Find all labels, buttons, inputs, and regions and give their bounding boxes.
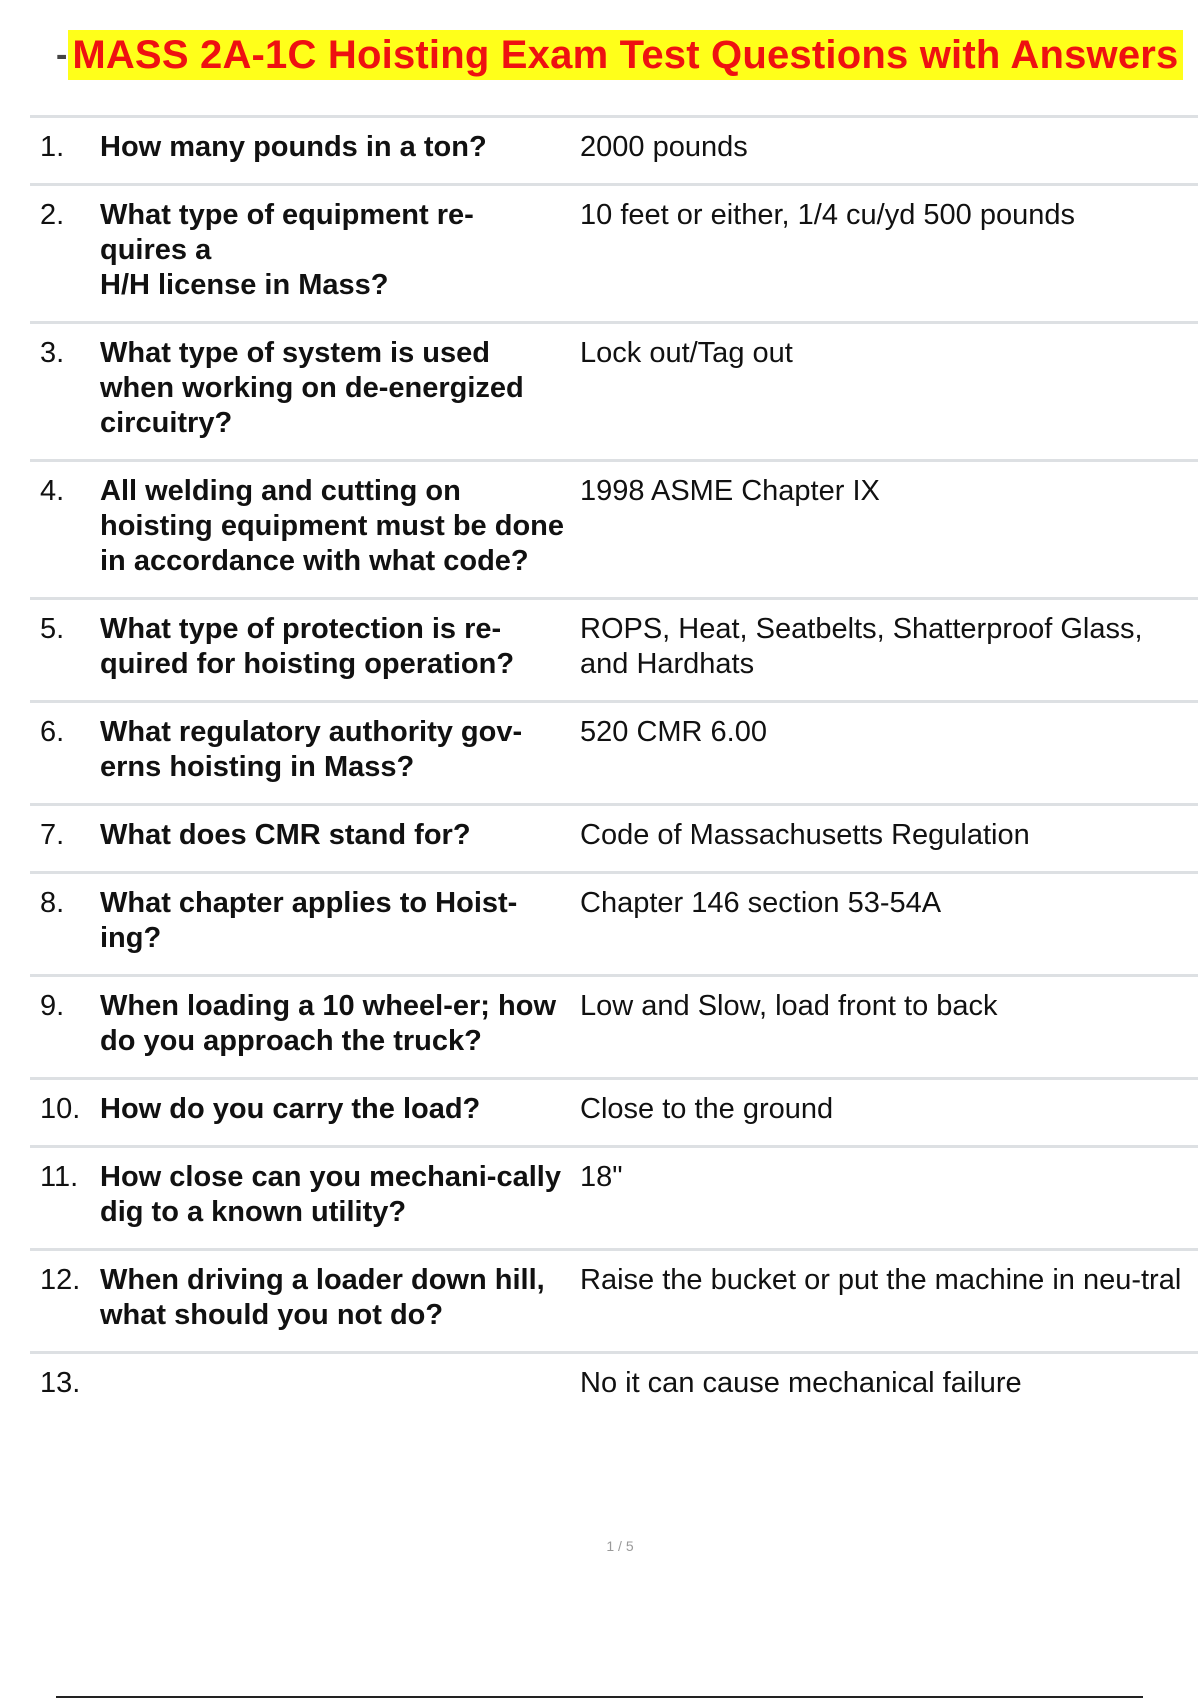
answer-text: Chapter 146 section 53-54A — [580, 887, 942, 919]
title-prefix: - — [56, 35, 68, 74]
table-row — [30, 1147, 1198, 1250]
footer-divider — [56, 1696, 1143, 1698]
answer-text: No it can cause mechanical failure — [580, 1367, 1022, 1399]
answer-text: Raise the bucket or put the machine in neu-tral — [580, 1264, 1182, 1296]
page-indicator: 1 / 5 — [606, 1538, 634, 1554]
question-number: 4. — [40, 475, 65, 507]
table-row — [30, 185, 1198, 323]
question-text: What chapter applies to Hoist-ing? — [100, 887, 518, 954]
question-number: 10. — [40, 1093, 81, 1125]
question-number: 5. — [40, 613, 65, 645]
question-text: How do you carry the load? — [100, 1093, 481, 1125]
question-text: What type of protection is re-quired for hoisting operation? — [100, 613, 515, 680]
table-row — [30, 873, 1198, 976]
question-text: All welding and cutting on hoisting equipment must be done in accordance with what code? — [100, 475, 564, 577]
question-number: 12. — [40, 1264, 81, 1296]
table-row — [30, 1250, 1198, 1353]
table-row — [30, 976, 1198, 1079]
question-text: When driving a loader down hill, what should you not do? — [100, 1264, 545, 1331]
table-row — [30, 461, 1198, 599]
answer-text: 2000 pounds — [580, 131, 748, 163]
question-text: How close can you mechani-cally dig to a known utility? — [100, 1161, 561, 1228]
question-number: 1. — [40, 131, 65, 163]
question-number: 9. — [40, 990, 65, 1022]
answer-text: 520 CMR 6.00 — [580, 716, 767, 748]
answer-text: 18" — [580, 1161, 623, 1193]
table-row — [30, 599, 1198, 702]
question-text — [100, 1353, 580, 1420]
question-number: 2. — [40, 199, 65, 231]
question-text: What does CMR stand for? — [100, 819, 471, 851]
question-text: What type of system is used when working on de-energized circuitry? — [100, 337, 524, 439]
question-number: 11. — [40, 1161, 79, 1193]
question-number: 6. — [40, 716, 65, 748]
question-number: 7. — [40, 819, 65, 851]
question-text: What type of equipment re- quires a H/H license in Mass? — [100, 199, 474, 301]
question-number: 3. — [40, 337, 65, 369]
qa-table — [30, 115, 1198, 1419]
question-text: What regulatory authority gov-erns hoisting in Mass? — [100, 716, 523, 783]
question-text: How many pounds in a ton? — [100, 131, 487, 163]
table-row — [30, 702, 1198, 805]
answer-text: ROPS, Heat, Seatbelts, Shatterproof Glass, and Hardhats — [580, 613, 1143, 680]
answer-text: Lock out/Tag out — [580, 337, 793, 369]
table-row — [30, 1353, 1198, 1420]
question-text: When loading a 10 wheel-er; how do you approach the truck? — [100, 990, 556, 1057]
answer-text: 1998 ASME Chapter IX — [580, 475, 880, 507]
document-header — [56, 30, 1183, 80]
answer-text: Low and Slow, load front to back — [580, 990, 998, 1022]
table-row — [30, 1079, 1198, 1147]
answer-text: 10 feet or either, 1/4 cu/yd 500 pounds — [580, 199, 1075, 231]
question-number: 13. — [40, 1367, 81, 1399]
question-number: 8. — [40, 887, 65, 919]
table-row — [30, 323, 1198, 461]
table-row — [30, 117, 1198, 185]
document-title: MASS 2A-1C Hoisting Exam Test Questions with Answers — [68, 30, 1182, 80]
table-row — [30, 805, 1198, 873]
answer-text: Close to the ground — [580, 1093, 834, 1125]
answer-text: Code of Massachusetts Regulation — [580, 819, 1030, 851]
